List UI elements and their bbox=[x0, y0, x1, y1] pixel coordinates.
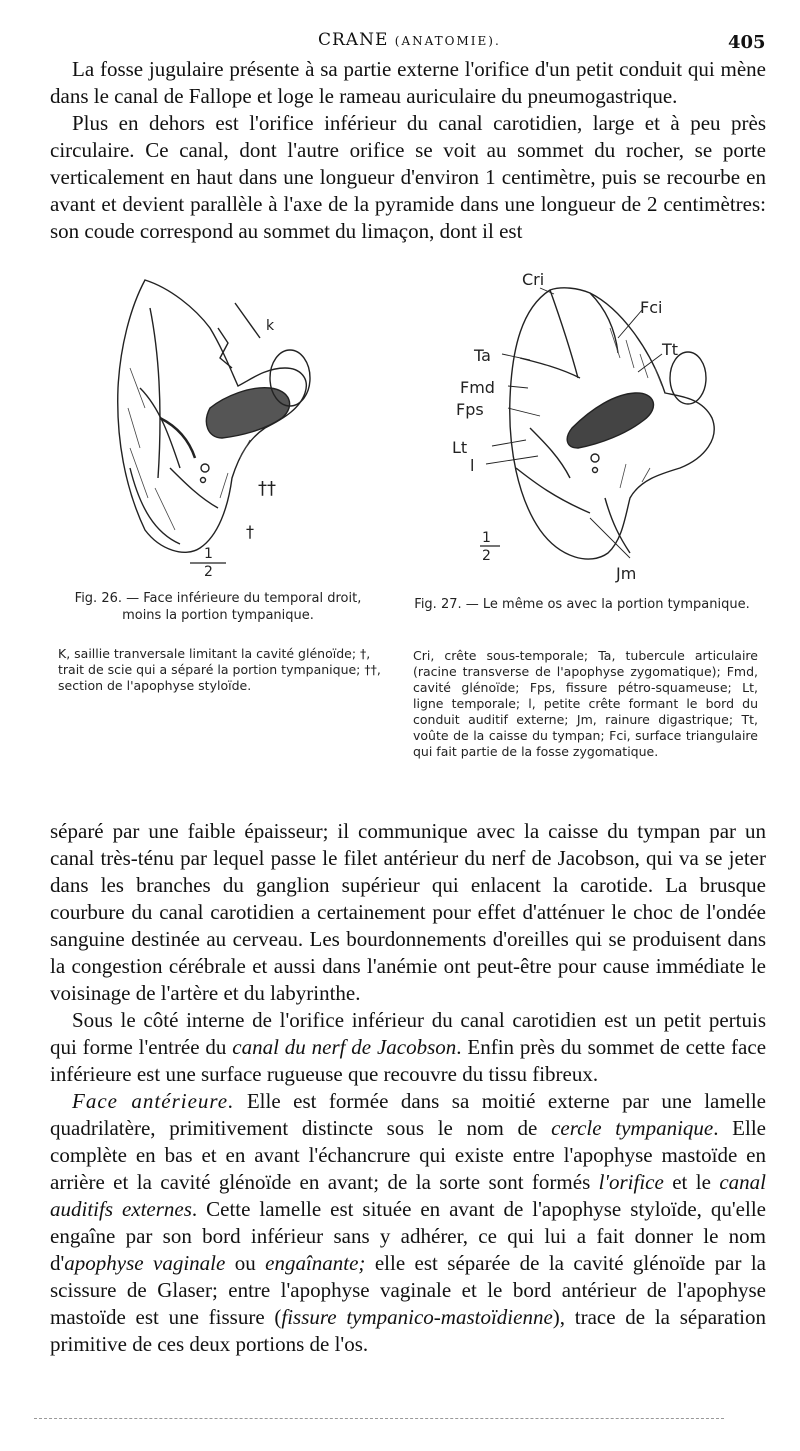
figure-27-label-l: l bbox=[470, 456, 475, 475]
figure-27-label-fps: Fps bbox=[456, 400, 484, 419]
section-heading: Face antérieure. bbox=[72, 1089, 235, 1113]
running-header bbox=[0, 30, 800, 58]
text-run: ), trace de la séparation primitive de ces deux portions de l'os. bbox=[50, 1305, 766, 1356]
figure-26-caption: Fig. 26. — Face inférieure du temporal droit, moins la portion tympanique. bbox=[74, 591, 362, 623]
text-run: et le bbox=[663, 1170, 720, 1194]
paragraph bbox=[50, 1088, 766, 1358]
italic-term: canal auditifs externes bbox=[50, 1170, 766, 1221]
paragraph bbox=[50, 1007, 766, 1088]
text-run: ou bbox=[225, 1251, 266, 1275]
figure-27-label-fci: Fci bbox=[640, 298, 663, 317]
body-text-bottom bbox=[50, 818, 766, 1358]
text-run: . Elle complète en bas et en avant l'échancrure qui existe entre l'apophyse mastoïde en arrière et la cavité glénoïde en avant; de la sorte sont formés bbox=[50, 1116, 766, 1194]
figure-26-illustration bbox=[100, 268, 320, 588]
figure-26-label-k: k bbox=[266, 318, 275, 334]
running-title-main: CRANE bbox=[318, 30, 389, 50]
figure-27-scale-denominator: 2 bbox=[482, 548, 491, 564]
figure-27 bbox=[430, 268, 750, 588]
figure-26-scale-numerator: 1 bbox=[204, 546, 213, 562]
figure-27-label-tt: Tt bbox=[662, 340, 679, 359]
figure-27-illustration bbox=[430, 268, 750, 588]
figure-27-label-fmd: Fmd bbox=[460, 378, 495, 397]
figure-26 bbox=[100, 268, 320, 588]
running-title bbox=[318, 30, 501, 50]
figure-27-label-ta: Ta bbox=[474, 346, 491, 365]
figure-27-label-cri: Cri bbox=[522, 270, 545, 289]
figure-26-scale-denominator: 2 bbox=[204, 564, 213, 580]
figure-27-label-lt: Lt bbox=[452, 438, 468, 457]
text-run: . Cette lamelle est située en avant de l'apophyse styloïde, qu'elle engaîne par son bord inférieur sans y adhérer, ce qui lui a fait donner le nom d' bbox=[50, 1197, 766, 1275]
text-run: . Enfin près du sommet de cette face inférieure est une surface rugueuse que recouvre du tissu fibreux. bbox=[50, 1035, 767, 1086]
paragraph: La fosse jugulaire présente à sa partie externe l'orifice d'un petit conduit qui mène dans le canal de Fallope et loge le rameau auriculaire du pneumogastrique. bbox=[50, 57, 766, 108]
italic-term: apophyse vaginale bbox=[64, 1251, 226, 1275]
figure-26-label-dagger1: † bbox=[246, 522, 254, 541]
figure-27-label-jm: Jm bbox=[616, 564, 637, 583]
italic-term: cercle tympanique bbox=[551, 1116, 714, 1140]
figure-27-scale-numerator: 1 bbox=[482, 530, 491, 546]
body-text-top bbox=[50, 56, 766, 245]
figure-26-label-dagger2: †† bbox=[258, 478, 276, 499]
text-run: Elle est formée dans sa moitié externe par une lamelle quadrilatère, primitivement distincte sous le nom de bbox=[50, 1089, 766, 1140]
running-title-sub: (ANATOMIE). bbox=[394, 34, 501, 48]
page-number: 405 bbox=[728, 32, 766, 53]
figure-27-caption: Fig. 27. — Le même os avec la portion tympanique. bbox=[414, 597, 750, 612]
text-run: Sous le côté interne de l'orifice inférieur du canal carotidien est un petit pertuis qui forme l'entrée du bbox=[50, 1008, 766, 1059]
italic-term: engaînante; bbox=[265, 1251, 366, 1275]
figure-27-legend: Cri, crête sous-temporale; Ta, tubercule articulaire (racine transverse de l'apophyse zygomatique); Fmd, cavité glénoïde; Fps, fissure pétro-squameuse; Lt, ligne temporale; l, petite crête formant le bord du conduit auditif externe; Jm, rainure digastrique; Tt, voûte de la caisse du tympan; Fci, surface triangulaire qui fait partie de la fosse zygomatique. bbox=[413, 648, 758, 759]
paragraph: séparé par une faible épaisseur; il communique avec la caisse du tympan par un canal très-ténu par lequel passe le filet antérieur du nerf de Jacobson, qui va se jeter dans les branches du ganglion supérieur qui enlacent la carotide. La brusque courbure du canal carotidien a certainement pour effet d'atténuer le choc de l'ondée sanguine destinée au cerveau. Les bourdonnements d'oreilles qui se produisent dans la congestion cérébrale et aussi dans l'anémie ont peut-être pour cause immédiate le voisinage de l'artère et du labyrinthe. bbox=[50, 819, 766, 1005]
italic-term: canal du nerf de Jacobson bbox=[232, 1035, 457, 1059]
italic-term: l'orifice bbox=[598, 1170, 664, 1194]
text-run: elle est séparée de la cavité glénoïde par la scissure de Glaser; entre l'apophyse vaginale et le bord antérieur de l'apophyse mastoïde est une fissure ( bbox=[50, 1251, 766, 1329]
italic-term: fissure tympanico-mastoïdienne bbox=[281, 1305, 553, 1329]
paragraph: Plus en dehors est l'orifice inférieur du canal carotidien, large et à peu près circulaire. Ce canal, dont l'autre orifice se voit au sommet du rocher, se porte verticalement en haut dans une longueur d'environ 1 centimètre, puis se recourbe en avant et devient parallèle à l'axe de la pyramide dans une longueur de 2 centimètres: son coude correspond au sommet du limaçon, dont il est bbox=[50, 111, 766, 243]
footer-rule bbox=[34, 1418, 724, 1419]
figure-26-legend: K, saillie tranversale limitant la cavité glénoïde; †, trait de scie qui a séparé la portion tympanique; ††, section de l'apophyse styloïde. bbox=[58, 646, 381, 693]
